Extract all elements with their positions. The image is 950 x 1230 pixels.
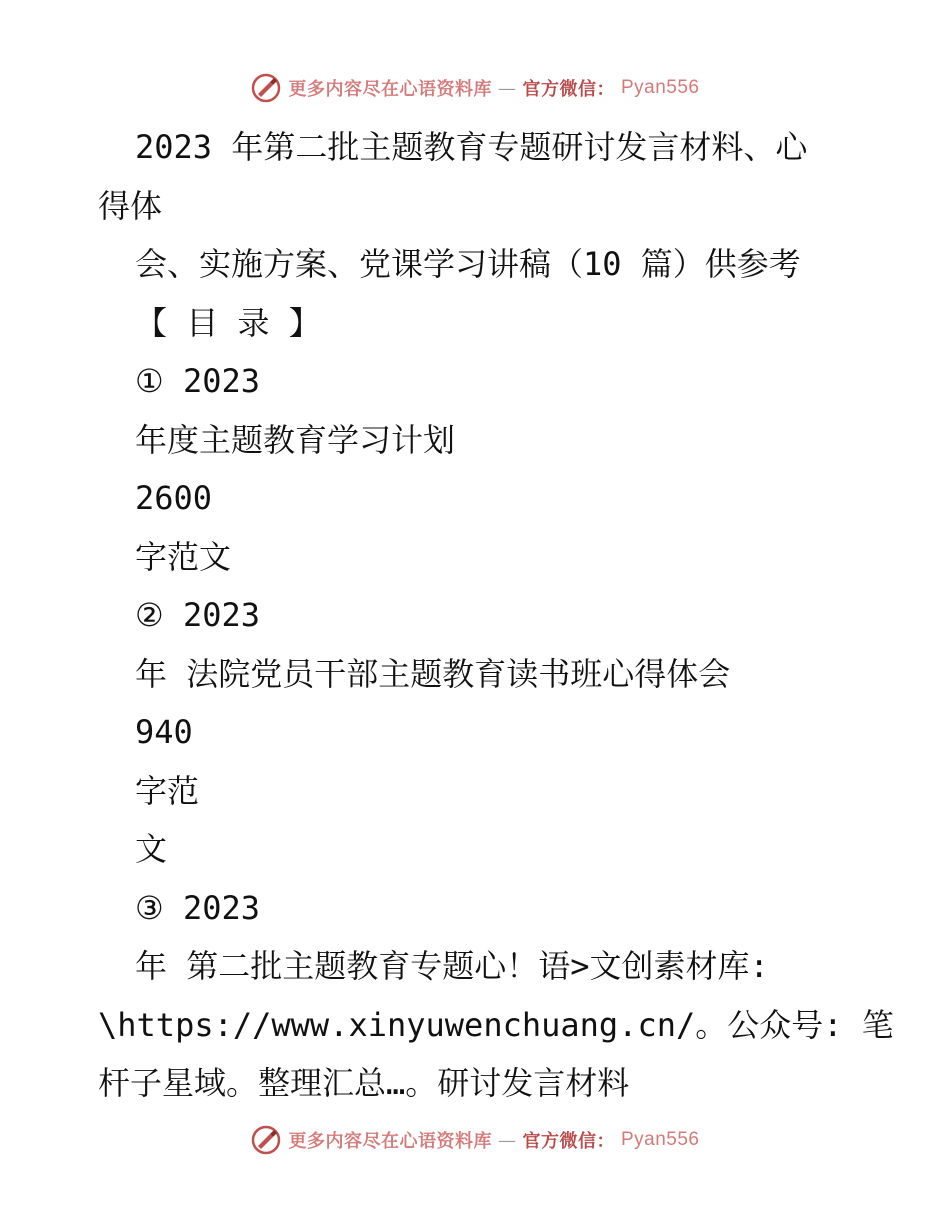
pen-logo-icon (250, 1124, 282, 1156)
pen-logo-icon (250, 72, 282, 104)
footer-watermark (0, 1124, 950, 1156)
watermark-contact-label: 官方微信： (522, 1131, 615, 1152)
toc-item-1-wordcount: 2600 (135, 479, 213, 517)
toc-item-3-title: 年 第二批主题教育专题心！语>文创素材库: (135, 947, 769, 985)
toc-heading: 【 目 录 】 (135, 303, 321, 342)
source-note-line: 杆子星域。整理汇总…。研讨发言材料 (98, 1064, 630, 1102)
header-watermark (0, 72, 950, 104)
watermark-contact-label: 官方微信： (522, 79, 615, 100)
source-url-line: \https://www.xinyuwenchuang.cn/。公众号: 笔 (98, 1005, 894, 1044)
toc-item-2-wordcount: 940 (135, 713, 193, 751)
watermark-brand: 更多内容尽在心语资料库 (288, 1131, 492, 1152)
watermark-dash: — (497, 77, 517, 99)
toc-item-1-suffix: 字范文 (135, 537, 232, 576)
document-body (0, 118, 950, 1113)
toc-item-3-number: ③ 2023 (135, 888, 261, 927)
toc-item-2-suffix-a: 字范 (135, 771, 200, 810)
title-line-1: 2023 年第二批主题教育专题研讨发言材料、心 (135, 128, 808, 166)
toc-item-2-title: 年 法院党员干部主题教育读书班心得体会 (135, 654, 731, 693)
toc-item-2-suffix-b: 文 (135, 830, 168, 868)
watermark-brand: 更多内容尽在心语资料库 (288, 79, 492, 100)
toc-item-2-number: ② 2023 (135, 596, 261, 634)
watermark-contact-id: Pyan556 (620, 77, 700, 98)
title-line-3: 会、实施方案、党课学习讲稿（10 篇）供参考 (135, 245, 801, 283)
watermark-contact-id: Pyan556 (620, 1129, 700, 1150)
toc-item-1-title: 年度主题教育学习计划 (135, 420, 456, 459)
toc-item-1-number: ① 2023 (135, 362, 261, 400)
watermark-dash: — (497, 1129, 517, 1151)
title-line-2: 得体 (98, 186, 163, 225)
